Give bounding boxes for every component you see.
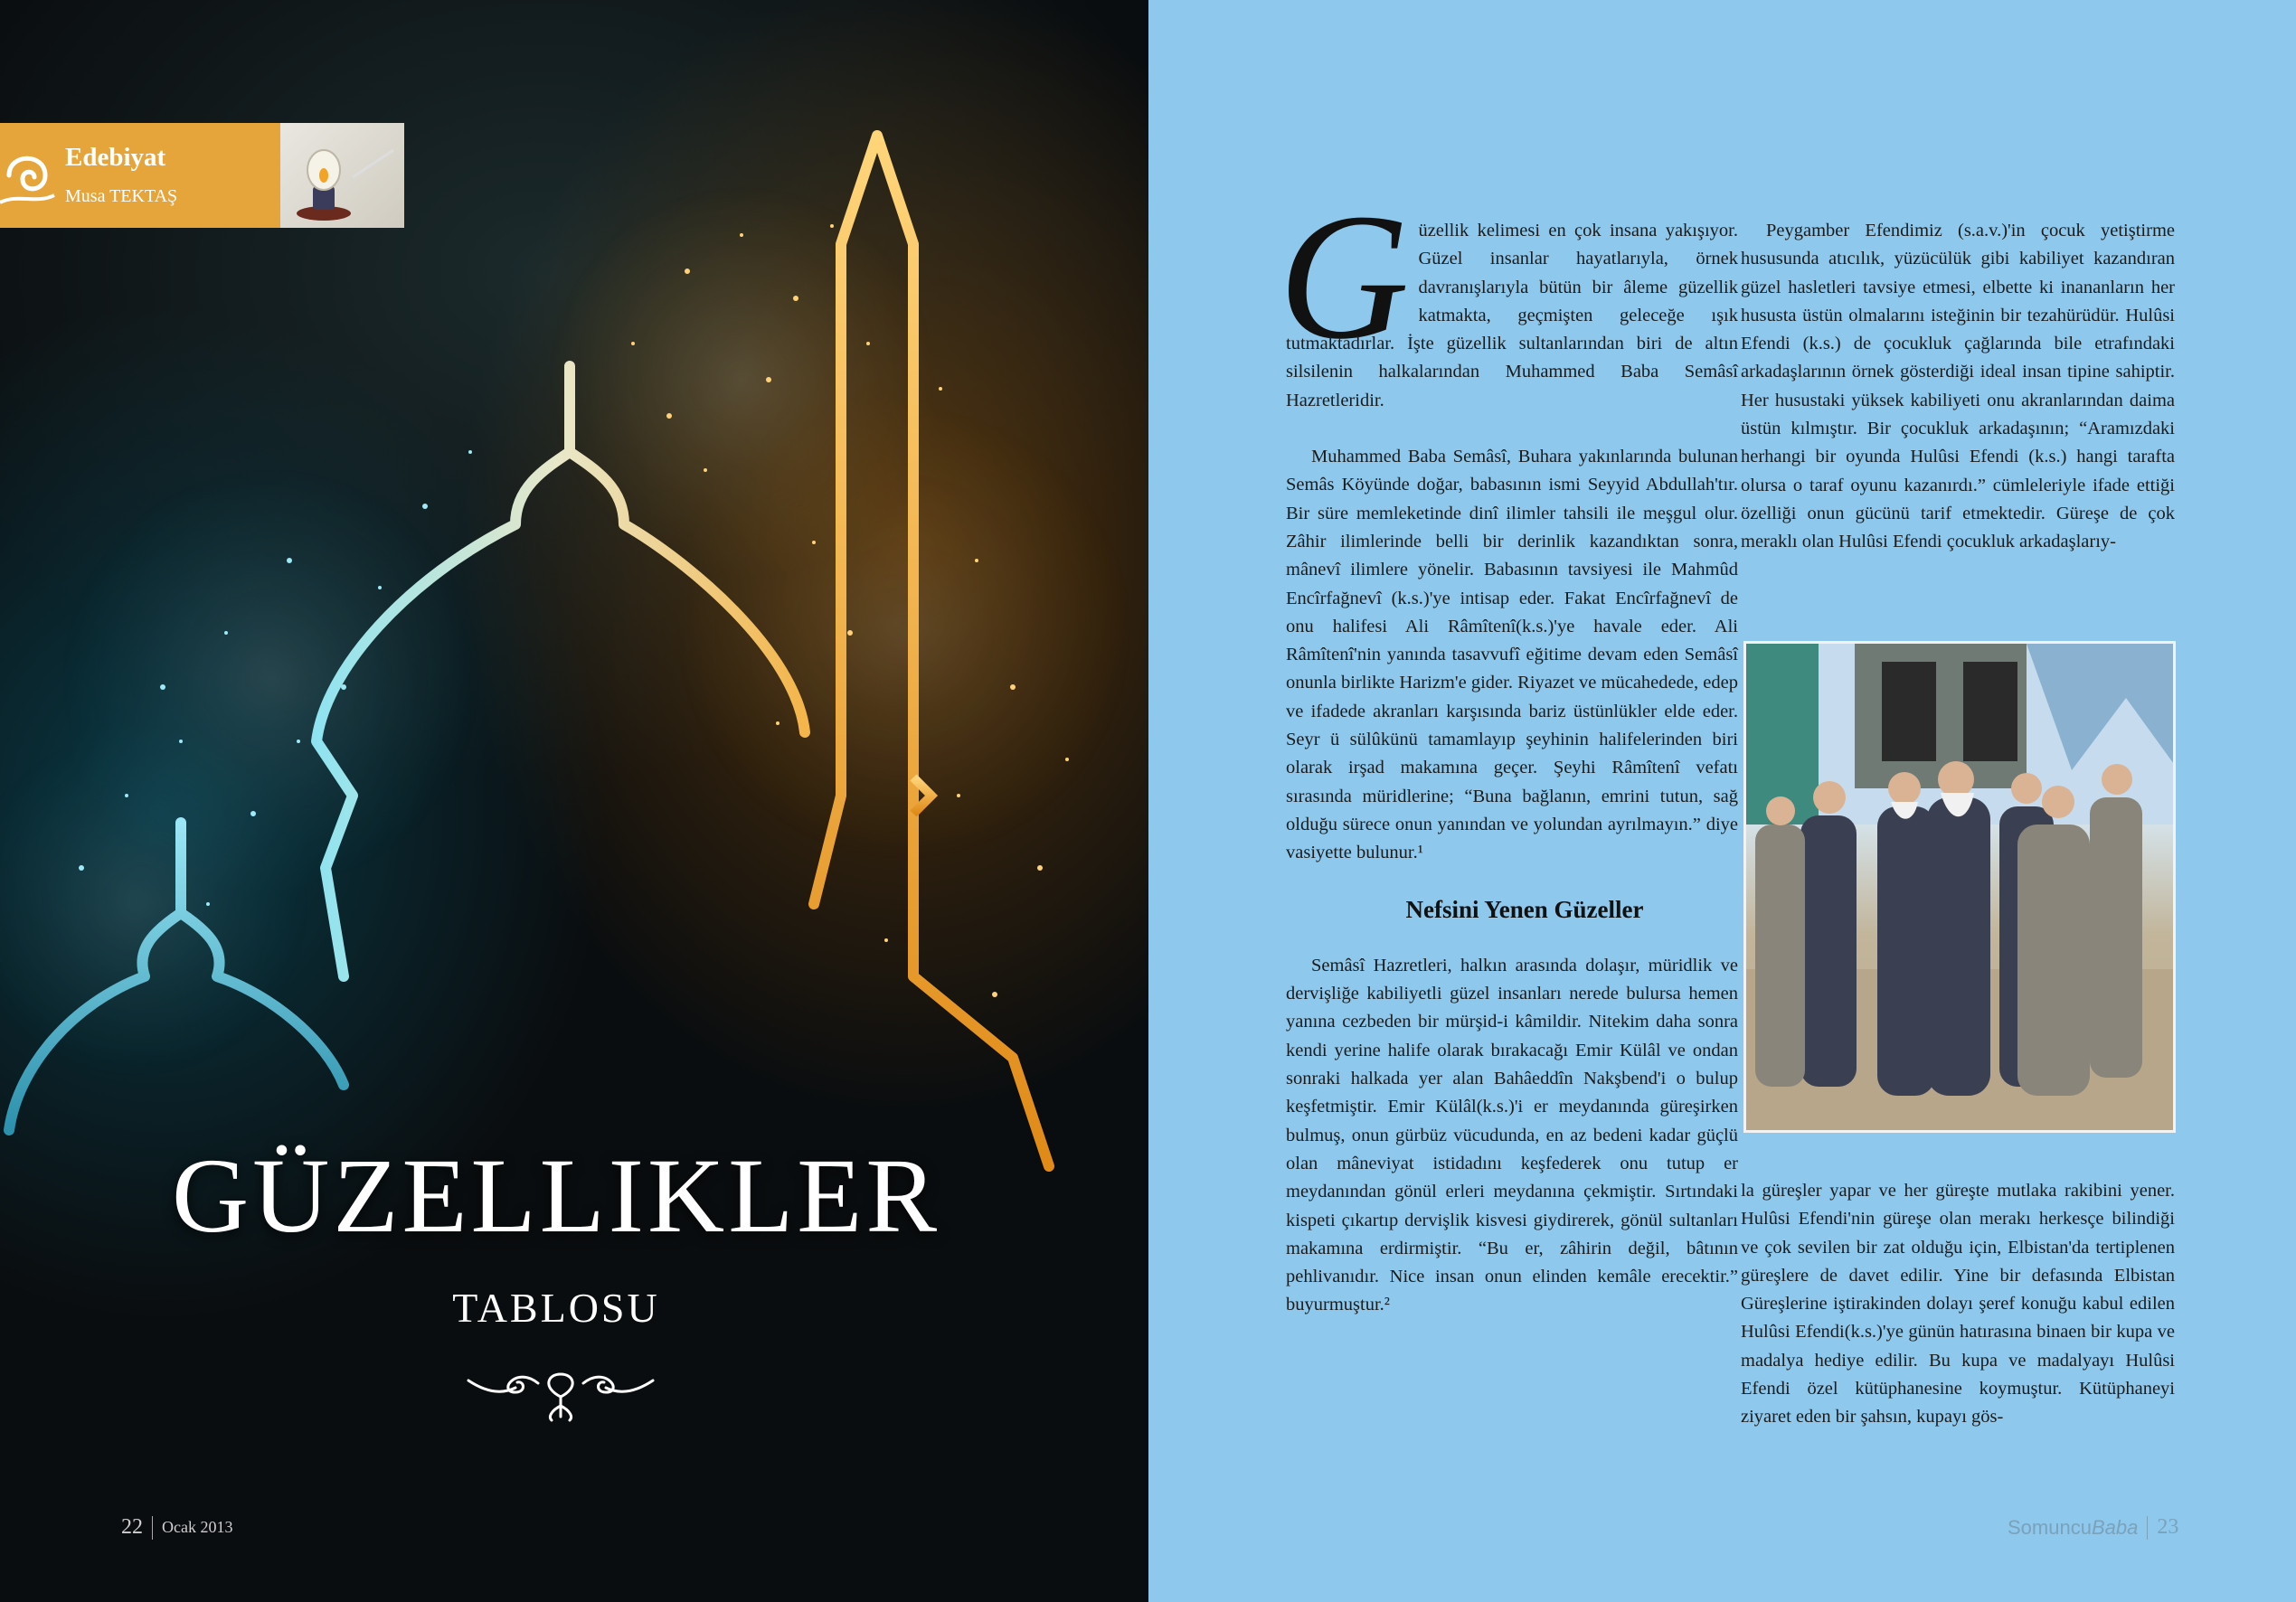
article-title: GÜZELLIKLER bbox=[171, 1136, 941, 1255]
section-tag bbox=[0, 123, 280, 228]
paragraph: Muhammed Baba Semâsî, Buhara yakınlarında bulunan Semâs Köyünde doğar, babasının ismi Seyyid Abdullah'tır. Bir süre memleketinde dinî ilimler tahsili ile meşgul olur. Zâhir ilimlerinde belli bir derinlik kazandıktan sonra, mânevî ilimlere yönelir. Babasının tavsiyesi ile Mahmûd Encîrfağnevî (k.s.)'ye intisap eder. Fakat Encîrfağnevî de onu halifesi Ali Râmîtenî(k.s.)'ye havale eder. Ali Râmîtenî'nin yanında tasavvufî eğitime devam eden Semâsî onunla birlikte Harizm'e gider. Riyazet ve mücahedede, edep ve ifadede akranları karşısında bariz üstünlükler elde eder. Seyr ü sülûkünü tamamlayıp şeyhinin halifelerinden biri olarak irşad makamına geçer. Şeyhi Râmîtenî vefatı sırasında müridlerine; “Buna bağlanın, emrini tutun, sağ olduğu sürece onun yanından ve yolundan ayrılmayın.” diye vasiyette bulunur.¹ bbox=[1286, 447, 1738, 863]
page-number-left: 22 bbox=[121, 1515, 143, 1539]
left-page-footer bbox=[121, 1515, 232, 1540]
section-author: Musa TEKTAŞ bbox=[65, 186, 178, 206]
swirl-ornament-icon bbox=[0, 139, 60, 212]
page-number-right: 23 bbox=[2157, 1515, 2179, 1539]
issue-date: Ocak 2013 bbox=[162, 1518, 233, 1536]
paragraph: Semâsî Hazretleri, halkın arasında dolaşır, müridlik ve dervişliğe kabiliyetli güzel insanları nerede bulursa hemen yanına cezbeden bir mürşid-i kâmildir. Nitekim daha sonra kendi yerine halife olarak bırakacağı Emir Külâl ve ondan sonraki halkada yer alan Bahâeddîn Nakşbend'i o bulup keşfetmiştir. Emir Külâl(k.s.)'i er meydanında güreşirken bulmuş, onun gürbüz vücudunda, en az bedeni kadar güçlü olan mâneviyat istidadını keşfederek onu tutup er meydanından gönül erleri meydanına çekmiştir. Sırtındaki kispeti çıkartıp dervişlik kisvesi giydirerek, gönül sultanları makamına erdirmiştir. “Bu er, zâhirin değil, bâtının pehlivanıdır. Nice insan onun elinden kemâle erecektir.” buyurmuştur.² bbox=[1286, 955, 1738, 1315]
subheading: Nefsini Yenen Güzeller bbox=[1405, 895, 1644, 923]
magazine-brand bbox=[2008, 1516, 2138, 1540]
section-title: Edebiyat bbox=[65, 143, 166, 172]
paragraph: la güreşler yapar ve her güreşte mutlaka rakibini yener. Hulûsi Efendi'nin güreşe olan merakı herkesçe bilindiği ve çok sevilen bir zat olduğu için, Elbistan'da tertiplenen güreşlere de davet edilir. Yine bir defasında Elbistan Güreşlerine iştirakinden dolayı şeref konuğu kabul edilen Hulûsi Efendi(k.s.)'ye günün hatırasına binaen bir kupa ve madalya hediye edilir. Bu kupa ve madalyayı Hulûsi Efendi özel kütüphanesine koymuştur. Kütüphaneyi ziyaret eden bir şahsın, kupayı gös- bbox=[1741, 1181, 2175, 1428]
article-subtitle: TABLOSU bbox=[452, 1285, 660, 1331]
article-column-2-continued bbox=[1741, 1177, 2175, 1432]
right-page-footer bbox=[2008, 1515, 2178, 1540]
article-column-2 bbox=[1741, 217, 2175, 557]
paragraph: Peygamber Efendimiz (s.a.v.)'in çocuk yetiştirme hususunda atıcılık, yüzücülük gibi kabiliyet kazandıran güzel hasletleri tavsiye etmesi, elbette ki inananların her hususta üstün olmalarını isteğinin bir tezahürüdür. Hulûsi Efendi (k.s.) de çocukluk çağlarında bile etrafındaki arkadaşlarının örnek gösterdiği ideal insan tipine sahiptir. Her husustaki yüksek kabiliyeti onu akranlarından daima üstün kılmıştır. Bir çocukluk arkadaşının; “Aramızdaki herhangi bir oyunda Hulûsi Efendi (k.s.) hangi tarafta olursa o taraf oyunu kazanırdı.” cümleleriyle ifade ettiği özelliği onun gücünü tarif etmektedir. Güreşe de çok meraklı olan Hulûsi Efendi çocukluk arkadaşlarıy- bbox=[1741, 221, 2175, 552]
lamp-and-quill-photo bbox=[280, 123, 404, 228]
article-column-1 bbox=[1279, 177, 1738, 1320]
right-page bbox=[1148, 0, 2296, 1602]
brand-part-1: Somuncu bbox=[2008, 1515, 2092, 1539]
footer-divider bbox=[2147, 1516, 2148, 1540]
drop-cap: G bbox=[1279, 177, 1410, 377]
floral-ornament-icon bbox=[461, 1361, 660, 1424]
brand-part-2: Baba bbox=[2091, 1515, 2139, 1539]
paragraph: üzellik kelimesi en çok insana yakışıyor. Güzel insanlar hayatlarıyla, örnek davranışlarıyla bütün bir âleme güzellik katmakta, geçmişten geleceğe ışık tutmaktadırlar. İşte güzellik sultanlarından biri de altın silsilenin halkalarından Muhammed Baba Semâsî Hazretleridir. bbox=[1286, 221, 1738, 410]
group-of-men-photo bbox=[1743, 641, 2176, 1133]
footer-divider bbox=[152, 1516, 153, 1540]
